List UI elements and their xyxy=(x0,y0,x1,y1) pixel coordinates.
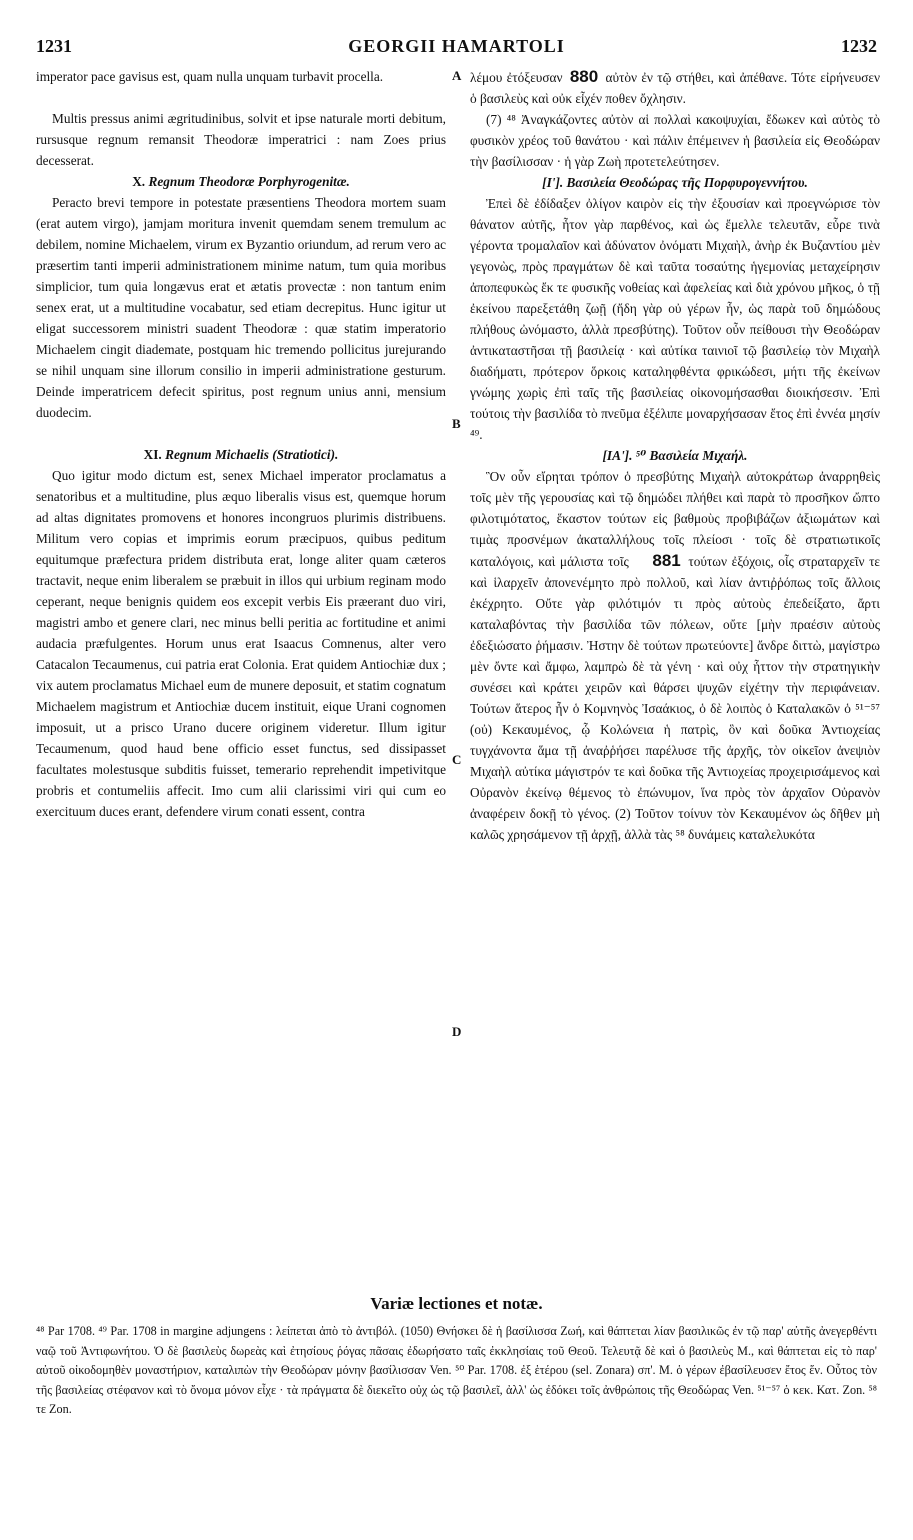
page-number-left: 1231 xyxy=(36,36,72,56)
section-number: [Ι']. xyxy=(542,175,564,190)
section-heading xyxy=(470,445,880,466)
greek-paragraph xyxy=(470,66,880,109)
greek-column xyxy=(470,66,880,845)
greek-text: Ὃν οὖν εἴρηται τρόπον ὁ πρεσβύτης Μιχαὴλ αὐτοκράτωρ ἀναρρηθεὶς τοῖς μὲν τῆς γερουσίας καὶ τῷ δημώδει πλήθει καὶ παρὰ τὸ προσῆκον ὤπτο φιλοτιμότατος, ἕκαστον τούτων εἰς βαθμοὺς προβιβάζων ἀξιωμάτων καὶ τιμὰς προσνέμων ἀκαταλλήλους τοῖς πλείοσι · τοῖς δὲ στρατιωτικοῖς καταλόγοις, καὶ μάλιστα τοῖς xyxy=(470,469,880,569)
section-title: Regnum Theodoræ Porphyrogenitæ. xyxy=(148,174,350,189)
column-number: 881 xyxy=(652,551,681,570)
margin-letter-d: D xyxy=(452,1024,462,1039)
section-title: Regnum Michaelis xyxy=(165,447,269,462)
greek-paragraph: Ἐπεὶ δὲ ἐδίδαξεν ὀλίγον καιρὸν εἰς τὴν ἐξουσίαν καὶ προεγνώρισε τὸν θάνατον αὐτῆς, ἦτον γὰρ παρθένος, καὶ ὡς ἔμελλε τελευτᾶν, εὗρε τινὰ γέροντα τρομαλαῖον καὶ ἀδύνατον ὀνόματι Μιχαὴλ, ἀνὴρ ἐκ Βυζαντίου μὲν γεγονὼς, πρὸς πραγμάτων δὲ καὶ ταῦτα τοσαύτης ἡγεμονίας μεταχείρησιν ἀποπεφυκὼς ἔκ τε φυσικῆς νοθείας καὶ ἀφελείας καὶ διὰ χρόνου μῆκος, ὁ τῇ ἐκείνου παρεξετάθη ζωῇ (ἤδη γὰρ οὐ γέρων ἦν, ὡς παρὰ τοῦ δημώδους πλήθους ὠνόμαστο, ἀλλὰ πρεσβύτης). Τοῦτον οὖν πείθουσι τὴν Θεοδώραν ἀντικαταστῆσαι τῇ βασιλείᾳ · καὶ αὐτίκα ταινιοῖ τῷ βασιλείῳ τὸν Μιχαὴλ διαδήματι, πρότερον ὅρκοις καταληφθέντα φρικώδεσι, μήτι τῆς ἐκείνων γνώμης χωρὶς ἐπὶ ταῖς τῆς βασιλείας οἰκονομήσασθαι διοικήσεσιν. Ἐπὶ τούτοις τὴν βασιλίδα τὸ πνεῦμα ἐξέλιπε μοναρχήσασαν ἔτος ἐπὶ ἐννέα μησίν ⁴⁹. xyxy=(470,196,880,442)
section-heading xyxy=(470,172,880,193)
latin-paragraph: imperator pace gavisus est, quam nulla unquam turbavit procella. xyxy=(36,69,384,84)
notes-text: ⁴⁸ Par 1708. ⁴⁹ Par. 1708 in margine adjungens : λείπεται ἀπὸ τὸ ἀντιβόλ. (1050) Θνήσκει δὲ ἡ βασίλισσα Ζωή, καὶ θάπτεται λίαν βασιλικῶς ἐν τῷ παρ' αὐτῆς ἀνεγερθέντι ναῷ τοῦ Ἀντιφωνήτου. Ὁ δὲ βασιλεὺς δωρεὰς καὶ ἐτησίους ῥόγας πᾶσαις ἐδωρήσατο ταῖς ἐκκλησίαις τοῦ Θεοῦ. Τελευτᾷ δὲ καὶ ὁ βασιλεὺς Μ., καὶ θάπτεται εἰς τὸ παρ' αὐτοῦ οἰκοδομηθὲν μοναστήριον, καταλιπὼν τὴν Θεοδώραν μόνην βασίλισσαν Ven. ⁵⁰ Par. 1708. ἐξ ἑτέρου (sel. Zonara) σπ'. M. ὁ γέρων ἐβασίλευσεν ἔτος ἕν. Οὗτος τὸν τῆς βασιλείας στέφανον καὶ τὸ ὄνομα μόνον εἶχε · τὰ πράγματα δὲ διεκεῖτο οὐχ ὡς τῷ βασιλεῖ, ἀλλ' ὡς ἐδόκει τοῖς ἀνθρώποις τῆς Θεοδώρας Ven. ⁵¹⁻⁵⁷ ὁ κεκ. Κατ. Zon. ⁵⁸ τε Zon. xyxy=(36,1324,877,1416)
column-number: 880 xyxy=(569,67,599,86)
section-heading xyxy=(36,444,446,465)
margin-letter-c: C xyxy=(452,752,462,767)
section-title-paren: (Stratiotici). xyxy=(272,447,339,462)
section-heading xyxy=(36,171,446,192)
section-number: X. xyxy=(132,174,146,189)
latin-paragraph: Quo igitur modo dictum est, senex Michael imperator proclamatus a senatoribus et a multitudine, plus æquo liberalis visus est, quemque horum ad altas dignitates promovens et honores incongruos plurimis distribuens. Militum vero copias et imprimis eorum præcipuos, quibus peditum equitumque præfectura pridem distributa erat, longe aliter quam cæteros tractavit, neque enim liberalem se præbuit in illos qui urbium reginam modo ceperant, neque benignis quidem eos excepit verbis Eis præerant duo viri, magistri ambo et genere clari, nec minus belli peritia ac fortitudine et animi audacia præfulgentes. Horum unus erat Isaacus Comnenus, alter vero Catacalon Tecaumenus, cui patria erat Colonia. Erat quidem Antiochiæ dux ; vix autem proclamatus Michael eum de munere deposuit, et statim cognatum Michaelem magistrum et Antiochiæ ducem instituit, eique Urani cognomen imposuit, ut a prisco Urano ducere originem videretur. Illum igitur Tecaumenum, quod haud bene officio esset functus, sed dissipasset facultates molestusque subditis fuisset, temerario reprehendit impetivitque probris et contumeliis affecit. Imo cum alii clarissimi viri qui cum eo exercituum duces erant, defendere virum conati essent, contra xyxy=(36,468,446,819)
notes-title: Variæ lectiones et notæ. xyxy=(370,1294,543,1313)
latin-paragraph: Peracto brevi tempore in potestate præsentiens Theodora mortem suam (erat autem virgo), jamjam moritura invenit quemdam senem tremulum ac debilem, nomine Michaelem, virum ex Byzantio oriundum, ad rerum vero ac præsertim tanti imperii administrationem minime natum, tum quia moribus simplicior, tum quia longævus erat et ætatis provectæ : non tantum enim senex erat, ut a multitudine vocabatur, sed etiam decrepitus. Hunc igitur ut eligat successorem ministri suadent Theodoræ : quæ statim imperatorio Michaelem cingit diademate, postquam hic tremendo pollicitus jurejurando se nihil unquam sine illorum consilio in imperii administratione gesturum. Deinde imperatricem defecit spiritus, post regnum unius anni, mensium duodecim. xyxy=(36,195,446,420)
running-header xyxy=(36,36,877,60)
section-title: Βασιλεία Θεοδώρας τῆς Πορφυρογεννήτου. xyxy=(566,175,808,190)
latin-paragraph: Multis pressus animi ægritudinibus, solvit et ipse naturale morti debitum, rursusque regnum remansit Theodoræ imperatrici : nam Zoes prius decesserat. xyxy=(36,111,446,168)
margin-letter-b: B xyxy=(452,416,461,431)
section-number: [ΙΑ']. xyxy=(602,448,633,463)
page-number-right: 1232 xyxy=(841,36,877,56)
running-title: GEORGII HAMARTOLI xyxy=(348,36,565,56)
note-ref: ⁵⁰ xyxy=(635,448,647,463)
latin-column xyxy=(36,66,446,822)
greek-paragraph: (7) ⁴⁸ Ἀναγκάζοντες αὐτὸν αἱ πολλαὶ κακοψυχίαι, ἔδωκεν καὶ αὐτὸς τὸ φυσικὸν χρέος τοῦ θανάτου · καὶ πάλιν ἐπέμεινεν ἡ βασιλεία εἰς Θεοδώραν τὴν βασίλισσαν · ἡ γὰρ Ζωὴ προτετελεύτησεν. xyxy=(470,112,880,169)
section-title: Βασιλεία Μιχαήλ. xyxy=(649,448,748,463)
greek-paragraph xyxy=(470,466,880,845)
greek-text: λέμου ἐτόξευσαν xyxy=(470,70,563,85)
margin-letter-a: A xyxy=(452,68,462,83)
greek-text: τούτων ἐξόχοις, οἷς στραταρχεῖν τε καὶ ἱλαρχεῖν ἀπονενέμητο πρὸ πολλοῦ, καὶ λίαν ἀντιῤῥόπως τοῖς ἄλλοις ἐκέχρητο. Οὔτε γὰρ φιλότιμόν τι πρὸς αὐτοὺς ἐπεδείξατο, ἄρτι καταλαβόντας τὴν βασιλίδα τῶν πόλεων, οὔτε [μὴν πραέσιν αὐτοὺς ἐδεξιώσατο ῥήμασιν. Ἠστην δὲ τούτων πρωτεύοντε] ἄνδρε διττὼ, μαγίστρω μὲν ὄντε καὶ ἄμφω, λαμπρὼ δὲ τὰ γένη · καὶ οὐχ ἧττον τὴν στρατηγικὴν συνέσει καὶ κράτει χειρῶν καὶ θάρσει ψυχῶν εἰχέτην τὴν περιφάνειαν. Τούτων ἅτερος ἦν ὁ Κομνηνὸς Ἰσαάκιος, ὁ δὲ λοιπὸς ὁ Καταλακῶν ὁ ⁵¹⁻⁵⁷ (οὐ) Κεκαυμένος, ᾧ Κολώνεια ἡ πατρὶς, ὃν καὶ δοῦκα Ἀντιοχείας τυγχάνοντα ἅμα τῇ ἀναῤῥήσει παρέλυσε τῆς ἀρχῆς, τὸν οἰκεῖον ἀνεψιὸν Μιχαὴλ αὐτίκα μάγιστρόν τε καὶ δοῦκα τῆς Ἀντιοχείας προχειρισάμενος καὶ Οὐρανὸν ἐκείνῳ θέμενος τὸ ἐπώνυμον, ἵνα πρὸς τὸν ἀρχαῖον Οὐρανὸν ἀναφέρειν δοκῇ τὸ γένος. (2) Τοῦτον τοίνυν τὸν Κεκαυμένον ὡς δῆθεν μὴ καλῶς χρησάμενον τῇ ἀρχῇ, ἀλλὰ τὰς ⁵⁸ δυνάμεις καταλελυκότα xyxy=(470,554,881,842)
notes-block xyxy=(36,1322,877,1420)
greek-text: αὐτὸν ἐν τῷ στήθει, καὶ ἀπέθανε. Τότε εἰρήνευσεν ὁ βασιλεὺς καὶ οὐκ εἶχέν ποθεν ὄχλησιν. xyxy=(470,70,880,106)
section-number: XI. xyxy=(143,447,162,462)
